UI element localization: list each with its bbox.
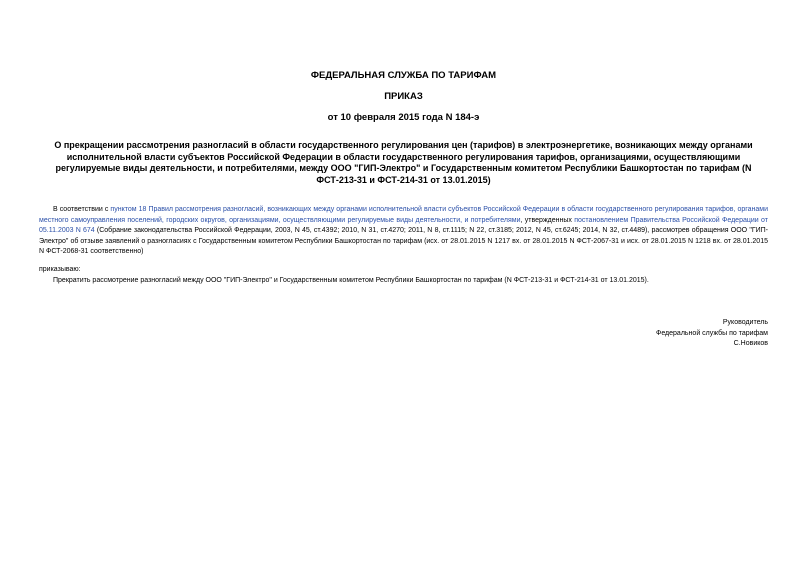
decision-paragraph: Прекратить рассмотрение разногласий между ООО "ГИП-Электро" и Государственным комитетом Республики Башкортостан по тарифам (N ФСТ-213-31 и ФСТ-214-31 от 13.01.2015). (53, 277, 649, 284)
rules-link[interactable]: пунктом 18 Правил рассмотрения разногласий, возникающих между органами исполнительной власти субъектов Российской Федерации в области государственного регулирования тарифов, органами местного самоуправления поселений, городских округов, организациями, осуществляющими регулируемые виды деятельности, и потребителями (39, 206, 768, 224)
document-type: ПРИКАЗ (384, 91, 423, 102)
signature-organization: Федеральной службы по тарифам (656, 329, 768, 337)
document-date: от 10 февраля 2015 года N 184-э (327, 112, 480, 123)
signature-name: С.Новиков (733, 340, 768, 347)
preamble-intro: В соответствии с (53, 206, 111, 213)
signature-position: Руководитель (722, 319, 768, 326)
order-word: приказываю: (39, 266, 81, 273)
agency-name: ФЕДЕРАЛЬНАЯ СЛУЖБА ПО ТАРИФАМ (310, 70, 497, 81)
document-title: О прекращении рассмотрения разногласий в области государственного регулирования цен (тарифов) в электроэнергетике, возникающих между органами исполнительной власти субъектов Российской Федерации в области государственного регулирования тарифов, организациями, осуществляющими регулируемые виды деятельности, и потребителями, между ООО "ГИП-Электро" и Государственным комитетом Республики Башкортостан по тарифам (N ФСТ-213-31 и ФСТ-214-31 от 13.01.2015) (54, 140, 753, 185)
preamble-rest: (Собрание законодательства Российской Федерации, 2003, N 45, ст.4392; 2010, N 31, ст.4270; 2011, N 8, ст.1115; N 22, ст.3185; 2012, N 45, ст.6245; 2014, N 32, ст.4489), рассмотрев обращения ООО "ГИП-Электро" об отзыве заявлений о разногласиях с Государственным комитетом Республики Башкортостан по тарифам (исх. от 28.01.2015 N 1217 вх. от 28.01.2015 N ФСТ-2067-31 и исх. от 28.01.2015 N 1218 вх. от 28.01.2015 N ФСТ-2068-31 соответственно) (39, 227, 769, 256)
government-decree-link[interactable]: постановлением Правительства Российской Федерации от 05.11.2003 N 674 (39, 216, 769, 235)
preamble-paragraph (39, 205, 768, 258)
signature-block (656, 318, 768, 350)
preamble-mid: , утвержденных (520, 216, 575, 224)
